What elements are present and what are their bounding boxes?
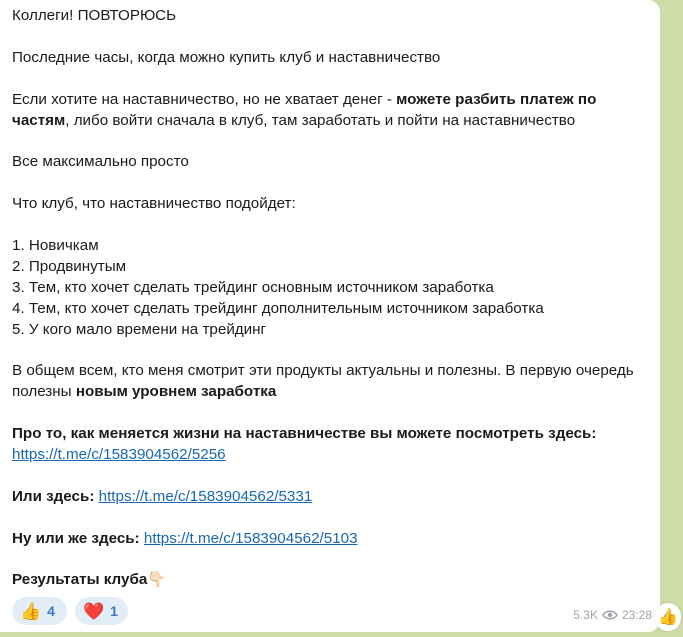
eye-icon	[602, 610, 618, 620]
life-text-bold: Про то, как меняется жизни на наставничестве вы можете посмотреть здесь:	[12, 425, 597, 443]
money-text-pre: Если хотите на наставничество, но не хватает денег -	[12, 90, 397, 108]
thumbs-up-icon: 👍	[20, 601, 42, 621]
last-hours-line: Последние часы, когда можно купить клуб и наставничество	[12, 48, 441, 66]
all-paragraph	[12, 361, 642, 403]
message-text	[12, 6, 642, 591]
thumbs-up-icon: 👍	[658, 609, 678, 626]
life-paragraph	[12, 424, 642, 445]
all-text-bold: новым уровнем заработка	[75, 383, 277, 401]
club-results-label: Результаты клуба👇🏻	[12, 571, 167, 589]
heart-icon: ❤️	[83, 601, 105, 621]
reaction-heart[interactable]	[75, 597, 128, 625]
who-line: Что клуб, что наставничество подойдет:	[12, 195, 296, 213]
reactions-bar	[12, 597, 128, 625]
or-else-here-line	[12, 529, 642, 550]
list-item: 2. Продвинутым	[12, 257, 127, 275]
link-5331[interactable]: https://t.me/c/1583904562/5331	[98, 487, 313, 505]
message-meta	[573, 608, 652, 622]
list-item: 5. У кого мало времени на трейдинг	[12, 320, 267, 338]
reaction-count: 4	[47, 603, 55, 619]
or-here-label: Или здесь:	[12, 487, 95, 505]
club-results-line	[12, 570, 642, 591]
money-text-post: , либо войти сначала в клуб, там заработать и пойти на наставничество	[65, 111, 576, 129]
reaction-count: 1	[110, 603, 118, 619]
or-else-here-label: Ну или же здесь:	[12, 529, 140, 547]
views-count: 5.3K	[573, 608, 598, 622]
link-5103[interactable]: https://t.me/c/1583904562/5103	[143, 529, 358, 547]
list-item: 1. Новичкам	[12, 236, 99, 254]
quick-reaction-button[interactable]	[655, 603, 681, 631]
money-text-bold: можете разбить платеж по частям	[12, 90, 597, 129]
reaction-thumbs-up[interactable]	[12, 597, 67, 625]
list-item: 4. Тем, кто хочет сделать трейдинг дополнительным источником заработка	[12, 299, 544, 317]
money-paragraph	[12, 90, 642, 132]
all-text-pre: В общем всем, кто меня смотрит эти продукты актуальны и полезны. В первую очередь полезны	[12, 362, 634, 401]
message-time: 23:28	[621, 608, 652, 622]
link-5256[interactable]: https://t.me/c/1583904562/5256	[12, 445, 226, 463]
or-here-line	[12, 487, 642, 508]
list-item: 3. Тем, кто хочет сделать трейдинг основным источником заработка	[12, 278, 494, 296]
simple-line: Все максимально просто	[12, 153, 189, 171]
message-title: Коллеги! ПОВТОРЮСЬ	[12, 7, 177, 24]
